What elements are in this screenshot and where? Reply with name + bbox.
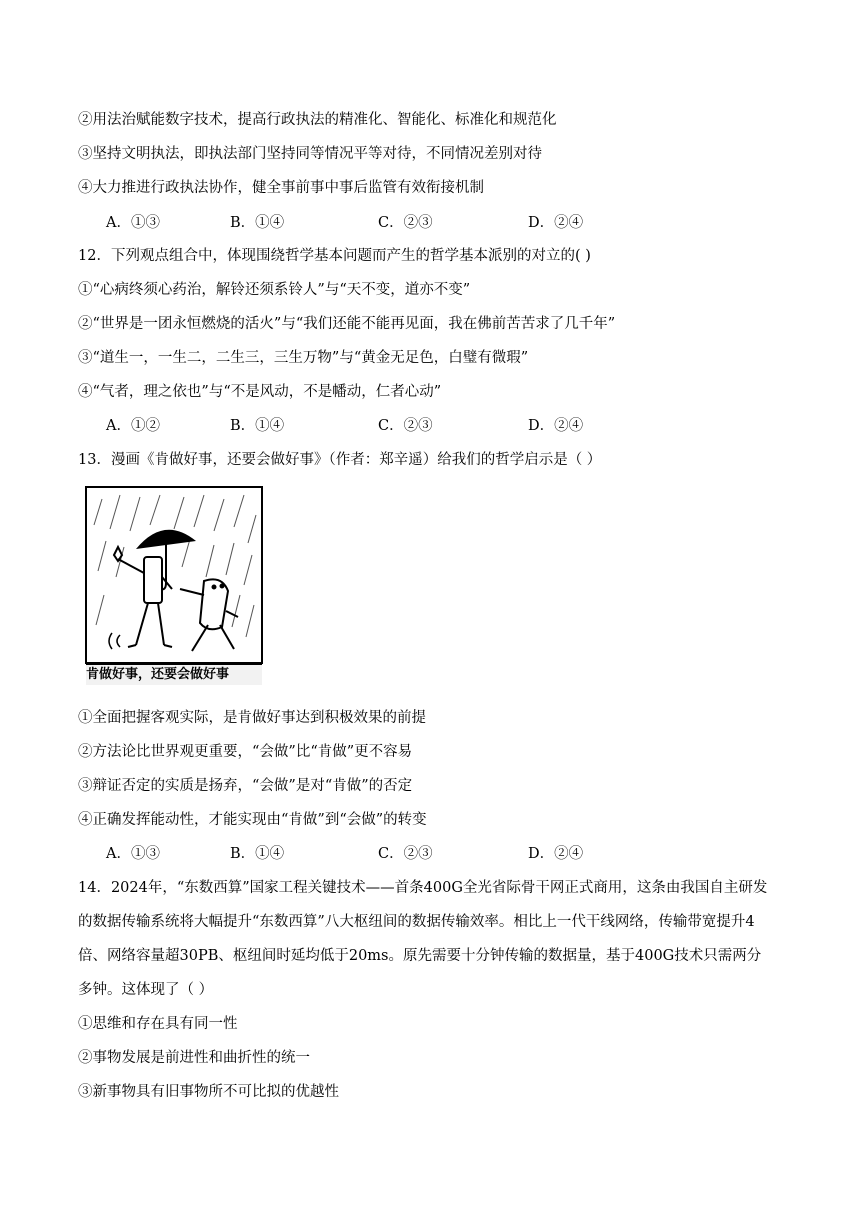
q12-item-1: ①“心病终须心药治，解铃还须系铃人”与“天不变，道亦不变”	[78, 282, 471, 298]
cartoon-caption: 肯做好事，还要会做好事	[86, 664, 262, 685]
q13-item-2: ②方法论比世界观更重要，“会做”比“肯做”更不容易	[78, 744, 413, 760]
q11-option-c[interactable]: C．②③	[378, 215, 433, 231]
q11-option-b[interactable]: B．①④	[230, 215, 285, 231]
q14-item-3: ③新事物具有旧事物所不可比拟的优越性	[78, 1084, 339, 1100]
q13-stem: 13．漫画《肯做好事，还要会做好事》（作者：郑辛遥）给我们的哲学启示是（ ）	[78, 452, 602, 468]
q13-option-d[interactable]: D．②④	[528, 846, 584, 862]
q12-item-2: ②“世界是一团永恒燃烧的活火”与“我们还能不能再见面，我在佛前苦苦求了几千年”	[78, 316, 616, 332]
q14-stem-line-4: 多钟。这体现了（ ）	[78, 982, 214, 998]
q12-item-4: ④“气者，理之依也”与“不是风动，不是幡动，仁者心动”	[78, 384, 442, 400]
q13-item-3: ③辩证否定的实质是扬弃，“会做”是对“肯做”的否定	[78, 778, 413, 794]
q14-stem-line-1: 14．2024年，“东数西算”国家工程关键技术——首条400G全光省际骨干网正式商用，这条由我国自主研发	[78, 880, 768, 896]
q13-item-1: ①全面把握客观实际，是肯做好事达到积极效果的前提	[78, 710, 426, 726]
q14-stem-line-2: 的数据传输系统将大幅提升“东数西算”八大枢纽间的数据传输效率。相比上一代干线网络，传输带宽提升4	[78, 914, 755, 930]
q11-option-a[interactable]: A．①③	[106, 215, 160, 231]
q12-option-b[interactable]: B．①④	[230, 418, 285, 434]
q13-option-b[interactable]: B．①④	[230, 846, 285, 862]
q13-item-4: ④正确发挥能动性，才能实现由“肯做”到“会做”的转变	[78, 812, 427, 828]
q14-stem-line-3: 倍、网络容量超30PB、枢纽间时延均低于20ms。原先需要十分钟传输的数据量，基于400G技术只需两分	[78, 948, 762, 964]
q12-item-3: ③“道生一，一生二，二生三，三生万物”与“黄金无足色，白璧有微瑕”	[78, 350, 529, 366]
q11-item-4: ④大力推进行政执法协作，健全事前事中事后监管有效衔接机制	[78, 180, 484, 196]
q12-option-c[interactable]: C．②③	[378, 418, 433, 434]
q11-item-3: ③坚持文明执法，即执法部门坚持同等情况平等对待，不同情况差别对待	[78, 146, 542, 162]
q12-option-a[interactable]: A．①②	[106, 418, 160, 434]
q13-option-a[interactable]: A．①③	[106, 846, 160, 862]
q13-cartoon	[84, 485, 264, 687]
cartoon-drawing	[84, 485, 264, 665]
q12-option-d[interactable]: D．②④	[528, 418, 584, 434]
q13-option-c[interactable]: C．②③	[378, 846, 433, 862]
q12-stem: 12．下列观点组合中，体现围绕哲学基本问题而产生的哲学基本派别的对立的( )	[78, 248, 591, 264]
q14-item-1: ①思维和存在具有同一性	[78, 1016, 238, 1032]
q11-option-d[interactable]: D．②④	[528, 215, 584, 231]
q11-item-2: ②用法治赋能数字技术，提高行政执法的精准化、智能化、标准化和规范化	[78, 112, 557, 128]
q14-item-2: ②事物发展是前进性和曲折性的统一	[78, 1050, 310, 1066]
